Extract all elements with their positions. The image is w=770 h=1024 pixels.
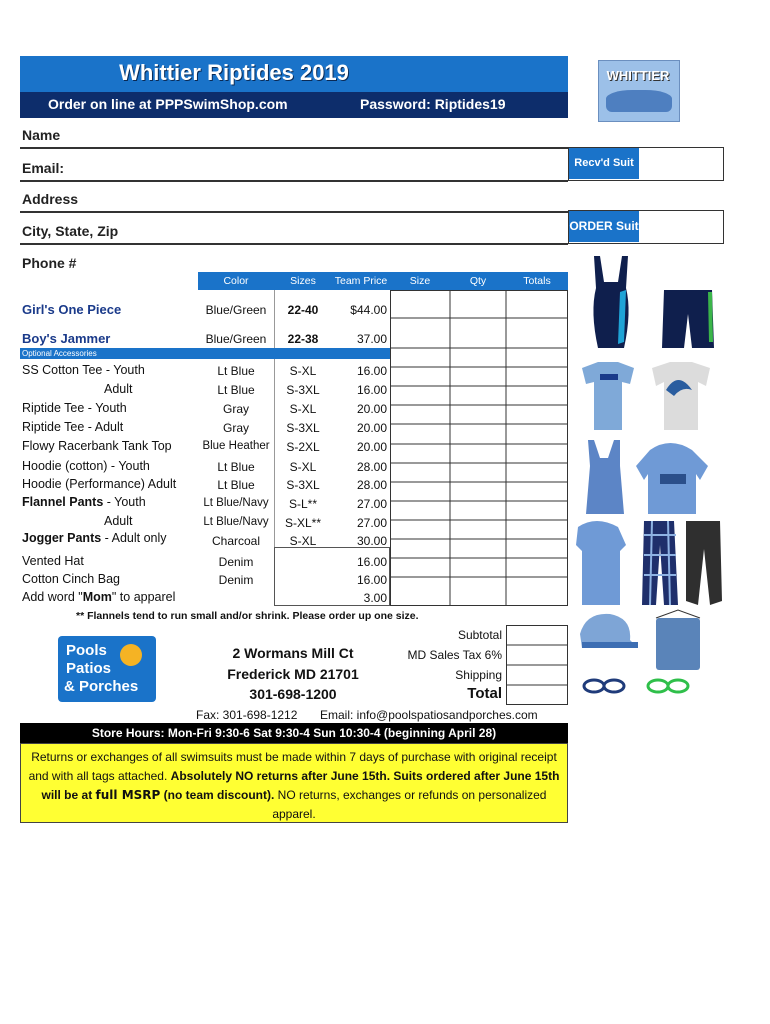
item-ss-tee-adult: Adult xyxy=(104,382,133,396)
col-color-header: Color xyxy=(198,272,274,290)
col-team-price-header: Team Price xyxy=(332,272,390,290)
sizes-hoodie-youth: S-XL xyxy=(289,460,317,474)
sizes-ss-tee-adult: S-3XL xyxy=(286,383,320,397)
color-boys-jammer: Blue/Green xyxy=(205,332,267,346)
total-label: Total xyxy=(467,685,502,702)
price-cinch-bag: 16.00 xyxy=(356,573,387,587)
subtotal-label: Subtotal xyxy=(457,628,502,642)
color-tank-top: Blue Heather xyxy=(202,440,270,452)
returns-text-2: Absolutely NO returns after June 15th. Suits ordered after June 15th will be at xyxy=(41,769,560,802)
sizes-tank-top: S-2XL xyxy=(286,440,320,454)
store-phone: 301-698-1200 xyxy=(249,686,337,702)
price-riptide-tee-youth: 20.00 xyxy=(356,402,387,416)
color-riptide-tee-adult: Gray xyxy=(222,421,249,435)
returns-text-4: (no team discount). xyxy=(160,788,275,802)
price-boys-jammer: 37.00 xyxy=(356,332,387,346)
price-ss-tee-adult: 16.00 xyxy=(356,383,387,397)
product-images-suits xyxy=(574,252,734,352)
item-riptide-tee-adult: Riptide Tee - Adult xyxy=(22,420,124,434)
optional-accessories-label: Optional Accessories xyxy=(20,348,390,359)
item-boys-jammer: Boy's Jammer xyxy=(22,331,111,346)
item-riptide-tee-youth: Riptide Tee - Youth xyxy=(22,401,127,415)
color-flannel-adult: Lt Blue/Navy xyxy=(203,516,269,528)
store-logo xyxy=(58,636,156,702)
price-riptide-tee-adult: 20.00 xyxy=(356,421,387,435)
color-girls-one-piece: Blue/Green xyxy=(205,303,267,317)
page-title: Whittier Riptides 2019 xyxy=(119,60,349,85)
price-hoodie-adult: 28.00 xyxy=(356,478,387,492)
col-qty-header: Qty xyxy=(450,272,506,290)
name-label: Name xyxy=(22,127,61,143)
sizes-jogger-pants: S-XL xyxy=(289,534,317,548)
item-flannel-youth: Flannel Pants - Youth xyxy=(22,495,146,509)
item-ss-tee-youth: SS Cotton Tee - Youth xyxy=(22,363,145,377)
price-jogger-pants: 30.00 xyxy=(356,534,387,548)
team-logo-text: WHITTIER xyxy=(606,68,670,83)
sizes-flannel-adult: S-XL** xyxy=(284,516,322,530)
sizes-flannel-youth: S-L** xyxy=(288,497,317,511)
product-images-tank-hoodie xyxy=(574,436,734,516)
store-logo-line1: Pools xyxy=(66,642,107,659)
price-flannel-youth: 27.00 xyxy=(356,497,387,511)
item-tank-top: Flowy Racerbank Tank Top xyxy=(22,439,172,453)
price-hoodie-youth: 28.00 xyxy=(356,460,387,474)
color-hoodie-youth: Lt Blue xyxy=(217,460,255,474)
price-flannel-adult: 27.00 xyxy=(356,516,387,530)
color-ss-tee-adult: Lt Blue xyxy=(217,383,255,397)
color-cinch-bag: Denim xyxy=(218,573,254,587)
address-label: Address xyxy=(22,191,79,207)
product-images-hat-bag-goggles xyxy=(574,608,734,708)
price-ss-tee-youth: 16.00 xyxy=(356,364,387,378)
flannel-note: ** Flannels tend to run small and/or shrink. Please order up one size. xyxy=(76,610,419,622)
product-images-pants xyxy=(574,515,734,607)
order-online-text: Order on line at PPPSwimShop.com xyxy=(48,96,288,112)
col-sizes-header: Sizes xyxy=(274,272,332,290)
recvd-suit-label: Recv'd Suit xyxy=(574,157,634,169)
item-hoodie-youth: Hoodie (cotton) - Youth xyxy=(22,459,150,473)
item-hoodie-adult: Hoodie (Performance) Adult xyxy=(22,477,177,491)
price-vented-hat: 16.00 xyxy=(356,555,387,569)
store-hours: Store Hours: Mon-Fri 9:30-6 Sat 9:30-4 Sun 10:30-4 (beginning April 28) xyxy=(20,723,568,743)
store-logo-line3: & Porches xyxy=(64,678,139,695)
returns-text-1: Returns or exchanges of all swimsuits must be made within 7 days of purchase with original receipt and with all tags attached. xyxy=(28,750,557,783)
sizes-girls-one-piece: 22-40 xyxy=(287,303,319,317)
order-suit-label: ORDER Suit xyxy=(569,219,639,233)
price-girls-one-piece: $44.00 xyxy=(350,303,387,317)
price-tank-top: 20.00 xyxy=(356,440,387,454)
email-label: Email: xyxy=(22,160,65,176)
store-address-line1: 2 Wormans Mill Ct xyxy=(232,645,354,661)
store-email[interactable]: Email: info@poolspatiosandporches.com xyxy=(320,708,538,722)
city-state-zip-field[interactable] xyxy=(20,243,568,245)
name-field[interactable] xyxy=(20,147,568,149)
sizes-hoodie-adult: S-3XL xyxy=(286,478,320,492)
summary-totals-boxes xyxy=(506,625,568,705)
item-add-word-mom: Add word "Mom" to apparel xyxy=(22,590,176,604)
store-logo-line2: Patios xyxy=(66,660,112,677)
col-size-header: Size xyxy=(390,272,450,290)
sales-tax-label: MD Sales Tax 6% xyxy=(407,648,502,662)
city-state-zip-label: City, State, Zip xyxy=(22,223,119,239)
returns-policy xyxy=(20,743,568,823)
color-flannel-youth: Lt Blue/Navy xyxy=(203,497,269,509)
sizes-riptide-tee-youth: S-XL xyxy=(289,402,317,416)
sizes-boys-jammer: 22-38 xyxy=(287,332,319,346)
color-ss-tee-youth: Lt Blue xyxy=(217,364,255,378)
color-riptide-tee-youth: Gray xyxy=(222,402,249,416)
price-add-word-mom: 3.00 xyxy=(363,591,387,605)
store-address-line2: Frederick MD 21701 xyxy=(227,666,359,682)
returns-text-3: full MSRP xyxy=(95,788,161,802)
team-logo-wave xyxy=(606,90,672,112)
item-jogger-pants: Jogger Pants - Adult only xyxy=(22,531,167,545)
col-totals-header: Totals xyxy=(506,272,568,290)
email-field[interactable] xyxy=(20,180,568,182)
sun-icon xyxy=(120,644,142,666)
item-girls-one-piece: Girl's One Piece xyxy=(22,302,122,317)
item-vented-hat: Vented Hat xyxy=(22,554,84,568)
item-cinch-bag: Cotton Cinch Bag xyxy=(22,572,120,586)
store-fax: Fax: 301-698-1212 xyxy=(196,708,298,722)
shipping-label: Shipping xyxy=(455,668,502,682)
color-jogger-pants: Charcoal xyxy=(211,534,261,548)
password-text: Password: Riptides19 xyxy=(360,96,506,112)
returns-text-5: NO returns, exchanges or refunds on personalized apparel. xyxy=(272,788,547,821)
item-flannel-adult: Adult xyxy=(104,514,133,528)
sizes-ss-tee-youth: S-XL xyxy=(289,364,317,378)
phone-label: Phone # xyxy=(22,255,77,271)
color-hoodie-adult: Lt Blue xyxy=(217,478,255,492)
sizes-riptide-tee-adult: S-3XL xyxy=(286,421,320,435)
order-entry-grid xyxy=(390,290,568,606)
product-images-tees xyxy=(574,360,734,432)
color-vented-hat: Denim xyxy=(218,555,254,569)
address-field[interactable] xyxy=(20,211,568,213)
